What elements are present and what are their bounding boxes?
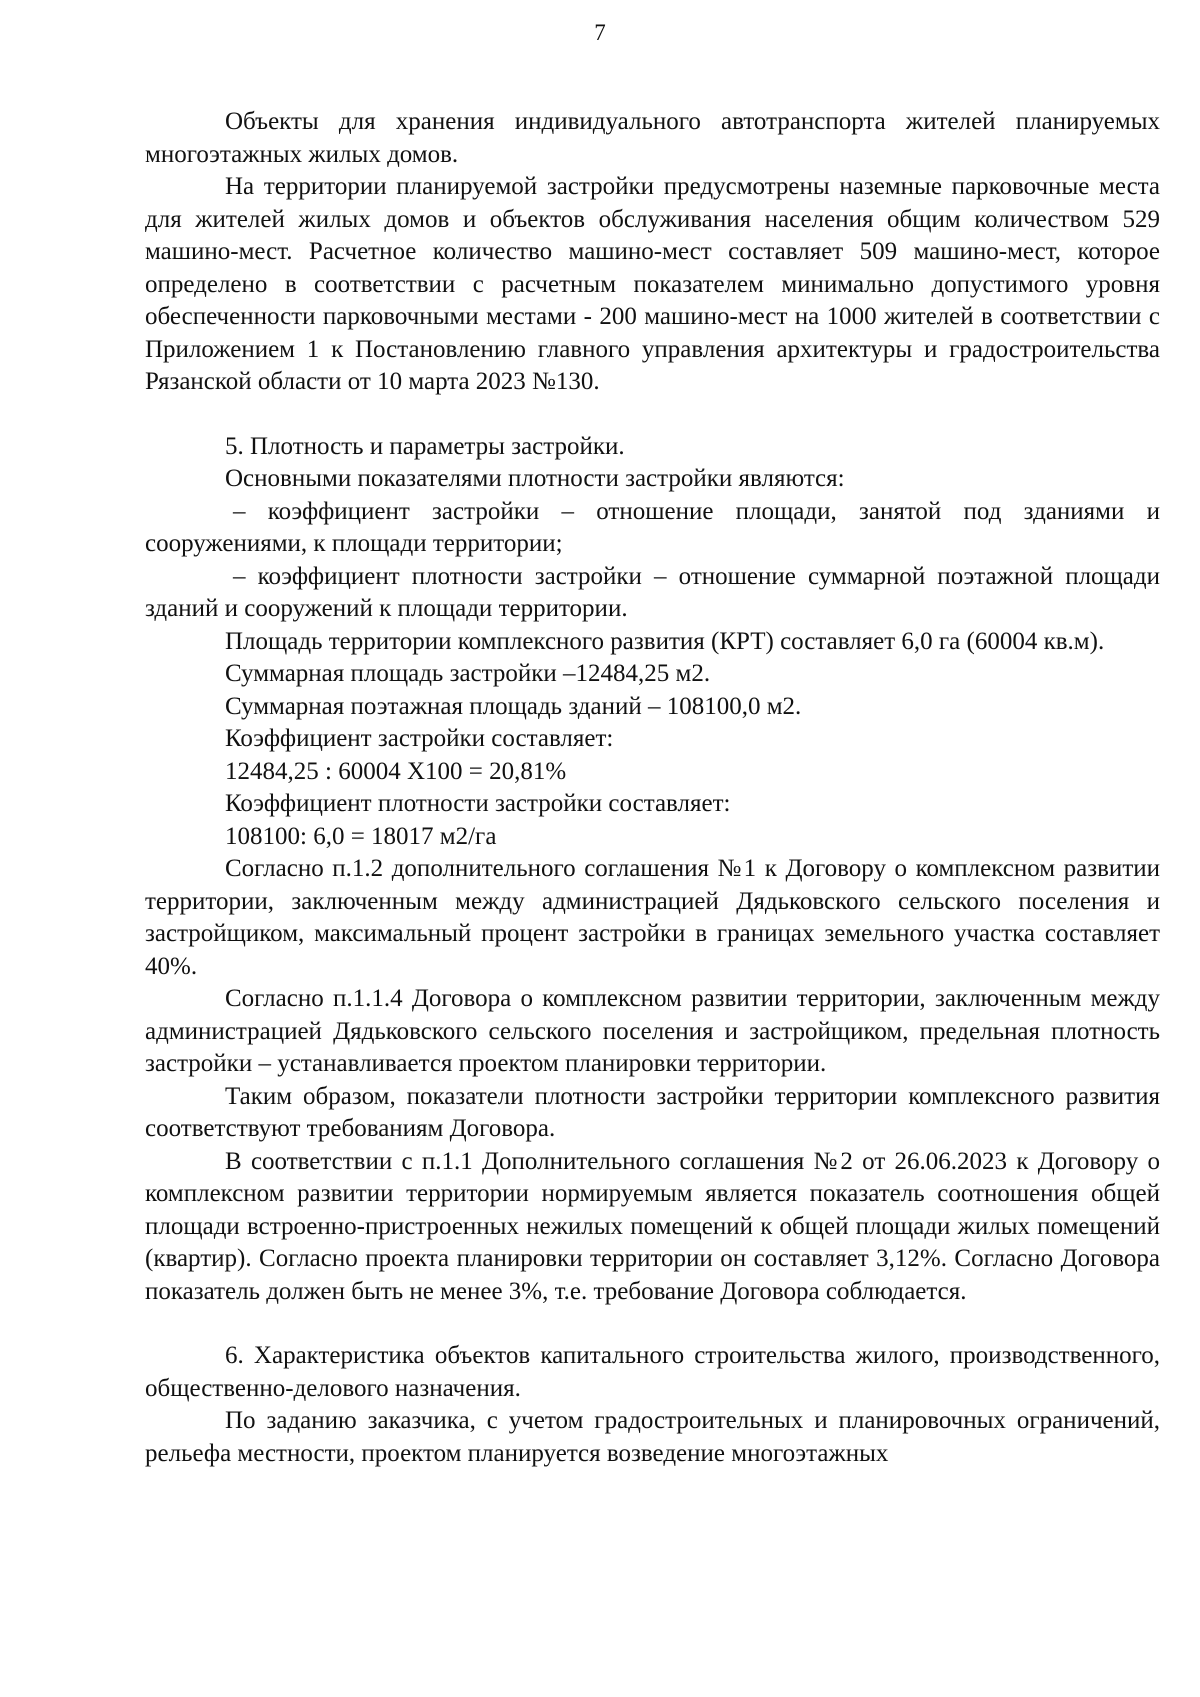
list-item-coverage-ratio: – коэффициент застройки – отношение площади, занятой под зданиями и сооружениями, к площади территории; xyxy=(145,497,1160,557)
paragraph-conclusion: Таким образом, показатели плотности застройки территории комплексного развития соответствуют требованиям Договора. xyxy=(145,1082,1160,1142)
paragraph-parking-objects: Объекты для хранения индивидуального автотранспорта жителей планируемых многоэтажных жилых домов. xyxy=(145,108,1160,168)
section-5-heading: 5. Плотность и параметры застройки. xyxy=(225,432,625,460)
line-total-floor-area: Суммарная поэтажная площадь зданий – 108100,0 м2. xyxy=(225,692,802,720)
paragraph-agreement-1: Согласно п.1.2 дополнительного соглашения №1 к Договору о комплексном развитии территории, заключенным между администрацией Дядьковского сельского поселения и застройщиком, максимальный процент застройки в границах земельного участка составляет 40%. xyxy=(145,855,1160,980)
list-item-density-ratio: – коэффициент плотности застройки – отношение суммарной поэтажной площади зданий и сооружений к площади территории. xyxy=(145,562,1160,622)
paragraph-parking-places: На территории планируемой застройки предусмотрены наземные парковочные места для жителей жилых домов и объектов обслуживания населения общим количеством 529 машино-мест. Расчетное количество машино-мест составляет 509 машино-мест, которое определено в соответствии с расчетным показателем минимально допустимого уровня обеспеченности парковочными местами - 200 машино-мест на 1000 жителей в соответствии с Приложением 1 к Постановлению главного управления архитектуры и градостроительства Рязанской области от 10 марта 2023 №130. xyxy=(145,173,1160,395)
paragraph-contract-1-1-4: Согласно п.1.1.4 Договора о комплексном развитии территории, заключенным между администрацией Дядьковского сельского поселения и застройщиком, предельная плотность застройки – устанавливается проектом планировки территории. xyxy=(145,985,1160,1077)
line-density-label: Коэффициент плотности застройки составляет: xyxy=(225,790,731,817)
page-number: 7 xyxy=(594,20,606,45)
line-coverage-label: Коэффициент застройки составляет: xyxy=(225,725,614,752)
section-6-heading: 6. Характеристика объектов капитального строительства жилого, производственного, общественно-делового назначения. xyxy=(145,1342,1160,1402)
line-coverage-formula: 12484,25 : 60004 Х100 = 20,81% xyxy=(225,757,567,785)
paragraph-territory-area: Площадь территории комплексного развития (КРТ) составляет 6,0 га (60004 кв.м). xyxy=(225,627,1105,655)
spacer xyxy=(145,399,1160,431)
document-body xyxy=(145,106,1160,1470)
line-total-built-area: Суммарная площадь застройки –12484,25 м2. xyxy=(225,660,711,687)
paragraph-density-indicators: Основными показателями плотности застройки являются: xyxy=(225,465,845,492)
paragraph-agreement-2: В соответствии с п.1.1 Дополнительного соглашения №2 от 26.06.2023 к Договору о комплексном развитии территории нормируемым является показатель соотношения общей площади встроенно-пристроенных нежилых помещений к общей площади жилых помещений (квартир). Согласно проекта планировки территории он составляет 3,12%. Согласно Договора показатель должен быть не менее 3%, т.е. требование Договора соблюдается. xyxy=(145,1147,1160,1305)
spacer xyxy=(145,1308,1160,1340)
paragraph-customer-assignment: По заданию заказчика, с учетом градостроительных и планировочных ограничений, рельефа местности, проектом планируется возведение многоэтажных xyxy=(145,1407,1160,1467)
line-density-formula: 108100: 6,0 = 18017 м2/га xyxy=(225,822,497,850)
